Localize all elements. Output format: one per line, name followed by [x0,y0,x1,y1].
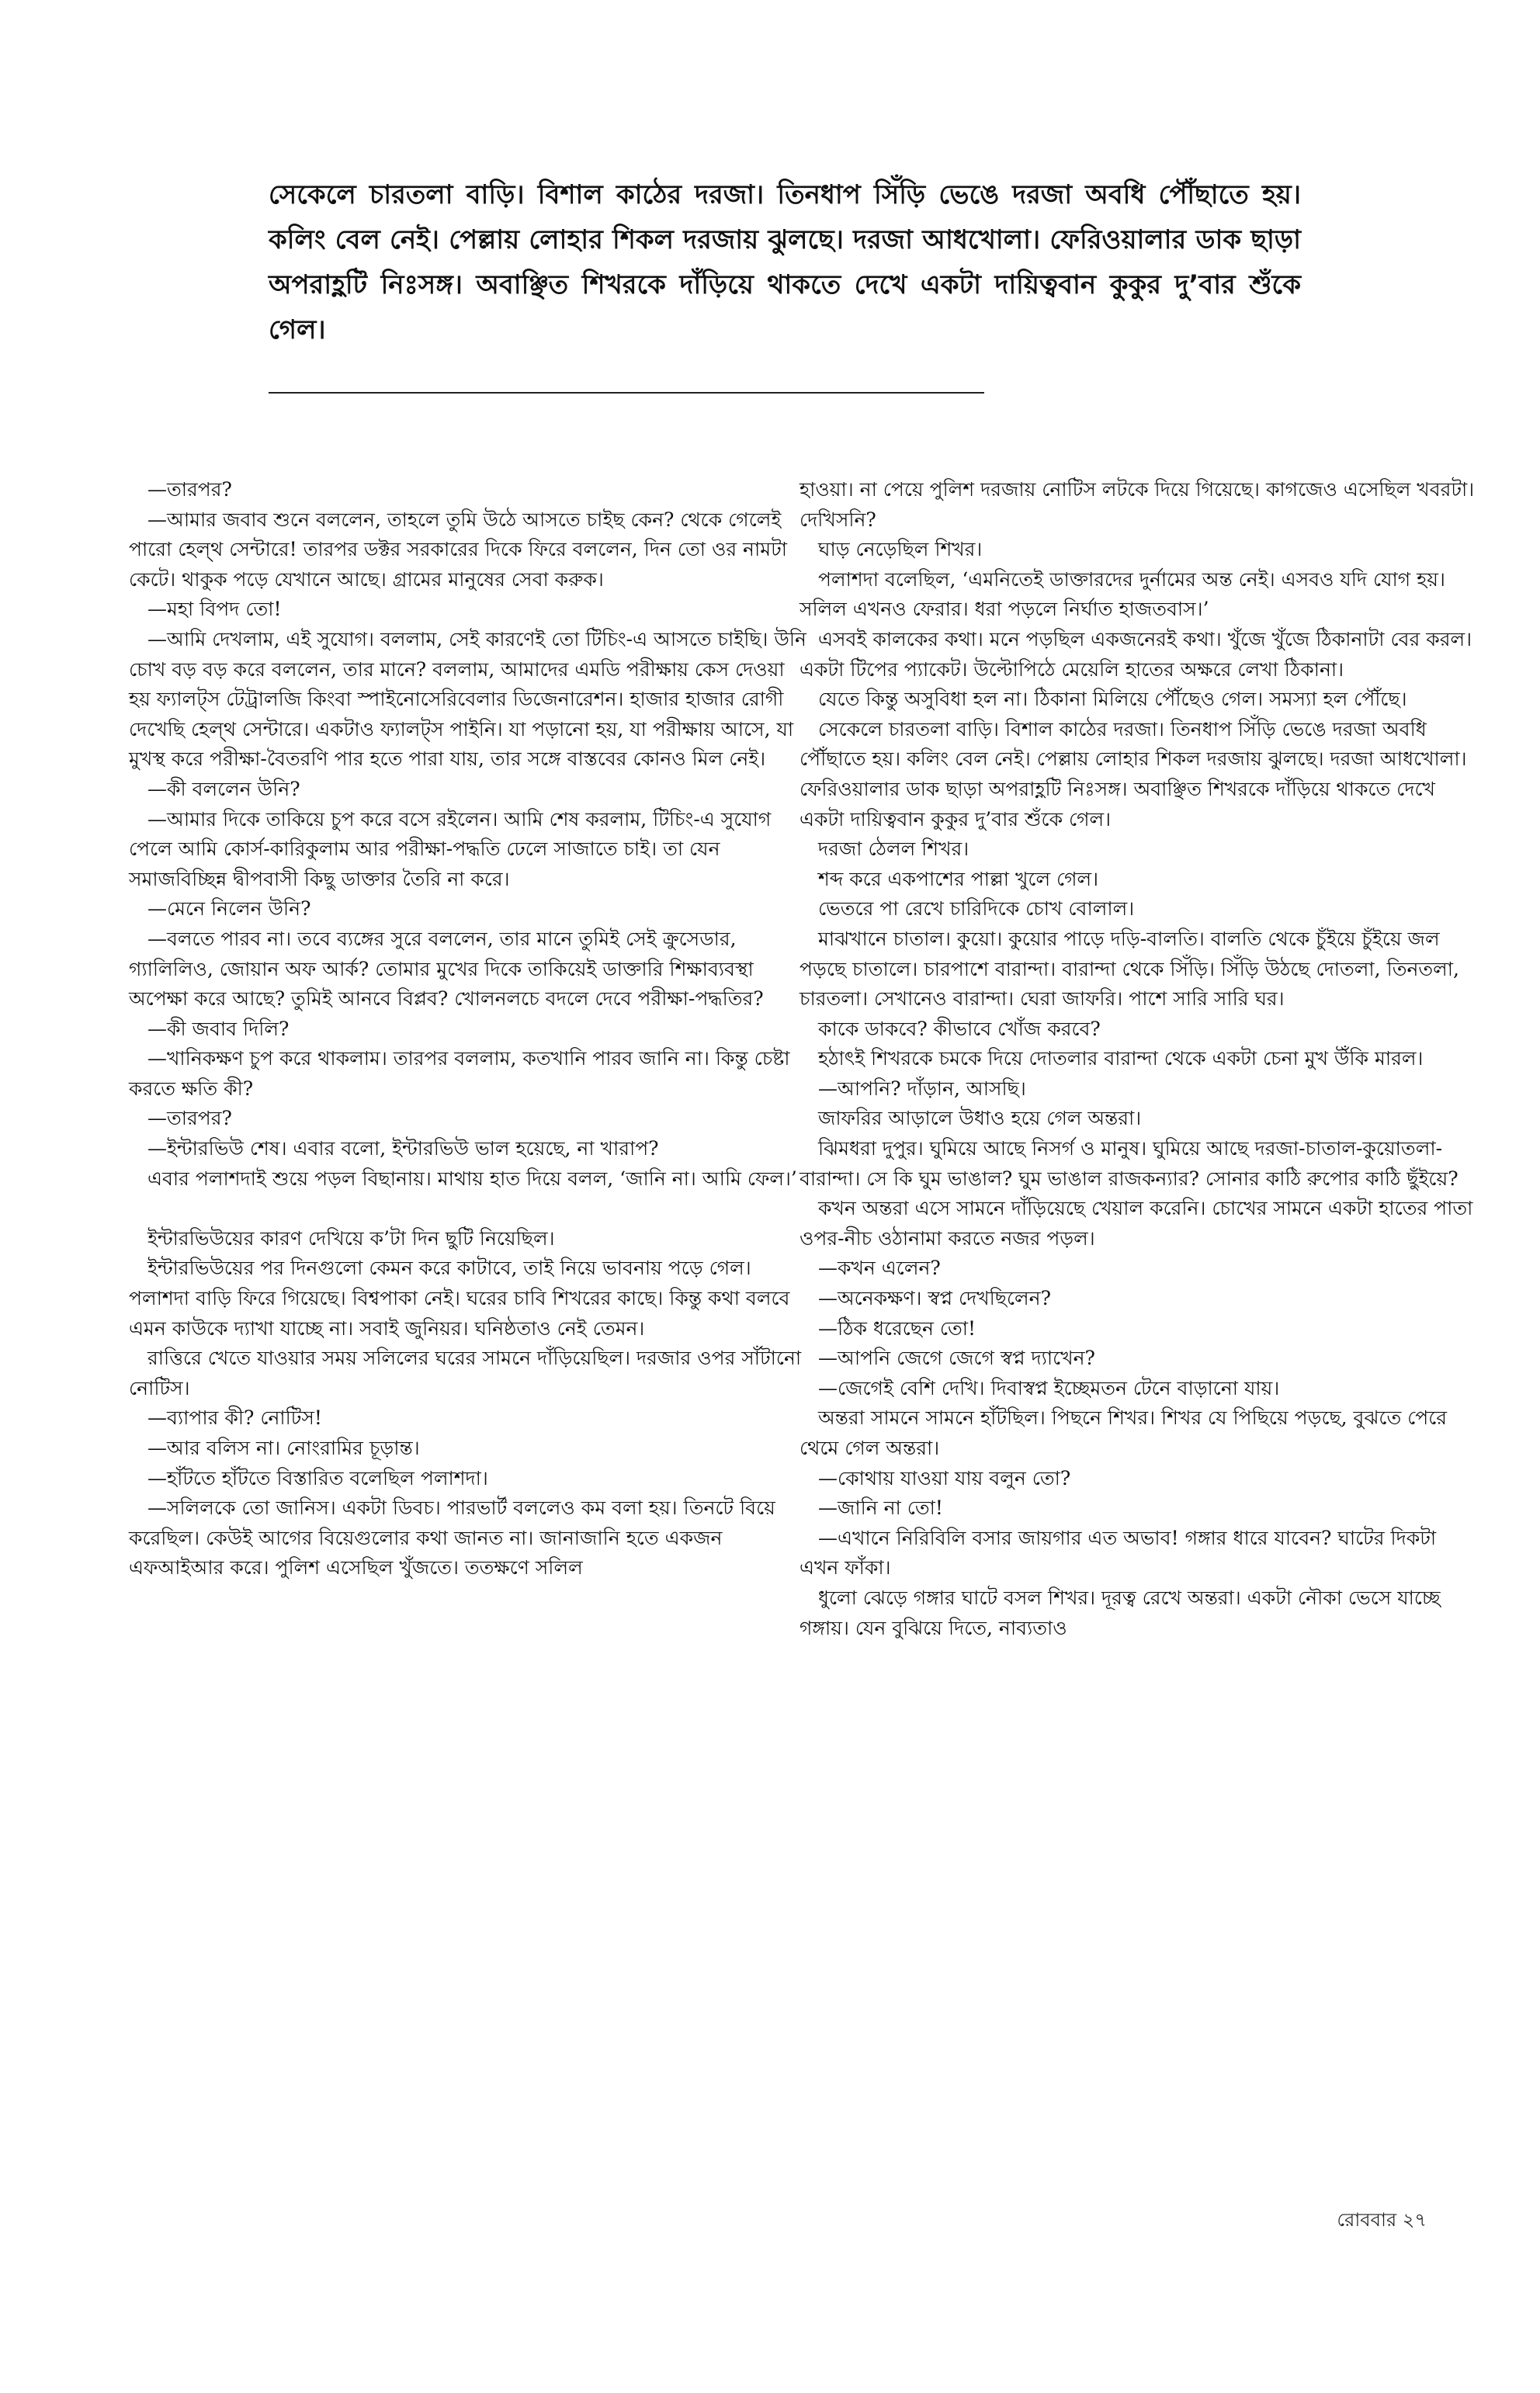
paragraph: —ব্যাপার কী? নোটিস! [147,1406,322,1430]
paragraph [129,1194,807,1224]
paragraph: —জেগেই বেশি দেখি। দিবাস্বপ্ন ইচ্ছেমতন টেনে বাড়ানো যায়। [818,1376,1280,1399]
paragraph: —আপনি জেগে জেগে স্বপ্ন দ্যাখেন? [818,1347,1095,1370]
paragraph: শব্দ করে একপাশের পাল্লা খুলে গেল। [818,867,1099,890]
paragraph: —কী জবাব দিলি? [147,1017,290,1040]
paragraph: —কখন এলেন? [818,1257,941,1280]
paragraph: —ঠিক ধরেছেন তো! [818,1316,976,1340]
page-folio: রোববার ২৭ [1337,2209,1427,2231]
paragraph: —আর বলিস না। নোংরামির চূড়ান্ত। [147,1437,420,1459]
paragraph: ইন্টারভিউয়ের পর দিনগুলো কেমন করে কাটাবে, তাই নিয়ে ভাবনায় পড়ে গেল। পলাশদা বাড়ি ফিরে গিয়েছে। বিশ্বপাকা নেই। ঘরের চাবি শিখরের কাছে। কিন্তু কথা বলবে এমন কাউকে দ্যাখা যাচ্ছে না। সবাই জুনিয়র। ঘনিষ্ঠতাও নেই তেমন। [129,1257,790,1340]
paragraph: রাত্তিরে খেতে যাওয়ার সময় সলিলের ঘরের সামনে দাঁড়িয়েছিল। দরজার ওপর সাঁটানো নোটিস। [129,1347,802,1399]
paragraph: জাফরির আড়ালে উধাও হয়ে গেল অন্তরা। [818,1107,1142,1130]
paragraph: —আমার দিকে তাকিয়ে চুপ করে বসে রইলেন। আমি শেষ করলাম, টিচিং-এ সুযোগ পেলে আমি কোর্স-কারিকুলাম আর পরীক্ষা-পদ্ধতি ঢেলে সাজাতে চাই। তা যেন সমাজবিচ্ছিন্ন দ্বীপবাসী কিছু ডাক্তার তৈরি না করে। [129,807,772,890]
paragraph: ইন্টারভিউয়ের কারণ দেখিয়ে ক’টা দিন ছুটি নিয়েছিল। [147,1226,555,1250]
pull-quote-divider [269,392,984,394]
paragraph: ভেতরে পা রেখে চারিদিকে চোখ বোলাল। [818,897,1135,921]
paragraph: পলাশদা বলেছিল, ‘এমনিতেই ডাক্তারদের দুর্নামের অন্ত নেই। এসবও যদি যোগ হয়। সলিল এখনও ফেরার। ধরা পড়লে নির্ঘাত হাজতবাস।’ [799,567,1445,621]
paragraph: এবার পলাশদাই শুয়ে পড়ল বিছানায়। মাথায় হাত দিয়ে বলল, ‘জানি না। আমি ফেল।’ [147,1167,797,1190]
paragraph: ঝিমধরা দুপুর। ঘুমিয়ে আছে নিসর্গ ও মানুষ। ঘুমিয়ে আছে দরজা-চাতাল-কুয়োতলা-বারান্দা। সে কি ঘুম ভাঙাল? ঘুম ভাঙাল রাজকন্যার? সোনার কাঠি রুপোর কাঠি ছুঁইয়ে? [799,1137,1458,1190]
right-column [799,475,1478,1643]
paragraph: ধুলো ঝেড়ে গঙ্গার ঘাটে বসল শিখর। দূরত্ব রেখে অন্তরা। একটা নৌকা ভেসে যাচ্ছে গঙ্গায়। যেন বুঝিয়ে দিতে, নাব্যতাও [799,1586,1441,1639]
paragraph: —কী বললেন উনি? [147,777,300,800]
left-column [129,475,807,1583]
paragraph: হঠাৎই শিখরকে চমকে দিয়ে দোতলার বারান্দা থেকে একটা চেনা মুখ উঁকি মারল। [818,1047,1424,1070]
paragraph: —অনেকক্ষণ। স্বপ্ন দেখছিলেন? [818,1287,1051,1310]
paragraph: —কোথায় যাওয়া যায় বলুন তো? [818,1466,1071,1490]
paragraph: —তারপর? [147,1107,232,1130]
paragraph: —আমি দেখলাম, এই সুযোগ। বললাম, সেই কারণেই তো টিচিং-এ আসতে চাইছি। উনি চোখ বড় বড় করে বললেন, তার মানে? বললাম, আমাদের এমডি পরীক্ষায় কেস দেওয়া হয় ফ্যালট্‌স টেট্রালজি কিংবা স্পাইনোসেরিবেলার ডিজেনারেশন। হাজার হাজার রোগী দেখেছি হেল্‌থ সেন্টারে। একটাও ফ্যালট্‌স পাইনি। যা পড়ানো হয়, যা পরীক্ষায় আসে, যা মুখস্থ করে পরীক্ষা-বৈতরণি পার হতে পারা যায়, তার সঙ্গে বাস্তবের কোনও মিল নেই। [129,627,806,771]
pull-quote: সেকেলে চারতলা বাড়ি। বিশাল কাঠের দরজা। তিনধাপ সিঁড়ি ভেঙে দরজা অবধি পৌঁছাতে হয়। কলিং বেল নেই। পেল্লায় লোহার শিকল দরজায় ঝুলছে। দরজা আধখোলা। ফেরিওয়ালার ডাক ছাড়া অপরাহ্ণটি নিঃসঙ্গ। অবাঞ্ছিত শিখরকে দাঁড়িয়ে থাকতে দেখে একটা দায়িত্ববান কুকুর দু’বার শুঁকে গেল। [269,179,1301,345]
paragraph: —বলতে পারব না। তবে ব্যঙ্গের সুরে বললেন, তার মানে তুমিই সেই ক্রুসেডার, গ্যালিলিও, জোয়ান অফ আর্ক? তোমার মুখের দিকে তাকিয়েই ডাক্তারি শিক্ষাব্যবস্থা অপেক্ষা করে আছে? তুমিই আনবে বিপ্লব? খোলনলচে বদলে দেবে পরীক্ষা-পদ্ধতির? [129,927,764,1011]
paragraph: —আপনি? দাঁড়ান, আসছি। [818,1077,1026,1100]
paragraph: কাকে ডাকবে? কীভাবে খোঁজ করবে? [818,1017,1101,1040]
paragraph: এসবই কালকের কথা। মনে পড়ছিল একজনেরই কথা। খুঁজে খুঁজে ঠিকানাটা বের করল। একটা টিপের প্যাকেট। উল্টোপিঠে মেয়েলি হাতের অক্ষরে লেখা ঠিকানা। [799,627,1472,681]
paragraph: —জানি না তো! [818,1496,943,1520]
paragraph: —ইন্টারভিউ শেষ। এবার বলো, ইন্টারভিউ ভাল হয়েছে, না খারাপ? [147,1137,659,1160]
paragraph: সেকেলে চারতলা বাড়ি। বিশাল কাঠের দরজা। তিনধাপ সিঁড়ি ভেঙে দরজা অবধি পৌঁছাতে হয়। কলিং বেল নেই। পেল্লায় লোহার শিকল দরজায় ঝুলছে। দরজা আধখোলা। ফেরিওয়ালার ডাক ছাড়া অপরাহ্ণটি নিঃসঙ্গ। অবাঞ্ছিত শিখরকে দাঁড়িয়ে থাকতে দেখে একটা দায়িত্ববান কুকুর দু’বার শুঁকে গেল। [799,717,1467,831]
paragraph: কখন অন্তরা এসে সামনে দাঁড়িয়েছে খেয়াল করেনি। চোখের সামনে একটা হাতের পাতা ওপর-নীচ ওঠানামা করতে নজর পড়ল। [799,1197,1473,1250]
paragraph: দরজা ঠেলল শিখর। [818,838,969,861]
paragraph: ঘাড় নেড়েছিল শিখর। [818,538,983,561]
paragraph: —মহা বিপদ তো! [147,598,282,621]
paragraph: —হাঁটতে হাঁটতে বিস্তারিত বলেছিল পলাশদা। [147,1466,488,1490]
paragraph: —তারপর? [147,478,232,501]
paragraph: যেতে কিন্তু অসুবিধা হল না। ঠিকানা মিলিয়ে পৌঁছেও গেল। সমস্যা হল পৌঁছে। [818,688,1407,711]
paragraph: —এখানে নিরিবিলি বসার জায়গার এত অভাব! গঙ্গার ধারে যাবেন? ঘাটের দিকটা এখন ফাঁকা। [799,1526,1437,1580]
paragraph: —সলিলকে তো জানিস। একটা ডিবচ। পারভার্ট বললেও কম বলা হয়। তিনটে বিয়ে করেছিল। কেউই আগের বিয়েগুলোর কথা জানত না। জানাজানি হতে একজন এফআইআর করে। পুলিশ এসেছিল খুঁজতে। ততক্ষণে সলিল [129,1496,775,1580]
paragraph: অন্তরা সামনে সামনে হাঁটছিল। পিছনে শিখর। শিখর যে পিছিয়ে পড়ছে, বুঝতে পেরে থেমে গেল অন্তরা। [799,1406,1448,1459]
paragraph: মাঝখানে চাতাল। কুয়ো। কুয়োর পাড়ে দড়ি-বালতি। বালতি থেকে চুঁইয়ে চুঁইয়ে জল পড়ছে চাতালে। চারপাশে বারান্দা। বারান্দা থেকে সিঁড়ি। সিঁড়ি উঠছে দোতলা, তিনতলা, চারতলা। সেখানেও বারান্দা। ঘেরা জাফরি। পাশে সারি সারি ঘর। [799,927,1459,1011]
paragraph: —মেনে নিলেন উনি? [147,897,311,921]
paragraph: —আমার জবাব শুনে বললেন, তাহলে তুমি উঠে আসতে চাইছ কেন? থেকে গেলেই পারো হেল্‌থ সেন্টারে! তারপর ডক্টর সরকারের দিকে ফিরে বললেন, দিন তো ওর নামটা কেটে। থাকুক পড়ে যেখানে আছে। গ্রামের মানুষের সেবা করুক। [129,508,787,591]
paragraph: হাওয়া। না পেয়ে পুলিশ দরজায় নোটিস লটকে দিয়ে গিয়েছে। কাগজেও এসেছিল খবরটা। দেখিসনি? [799,478,1475,531]
paragraph: —খানিকক্ষণ চুপ করে থাকলাম। তারপর বললাম, কতখানি পারব জানি না। কিন্তু চেষ্টা করতে ক্ষতি কী? [129,1047,790,1100]
